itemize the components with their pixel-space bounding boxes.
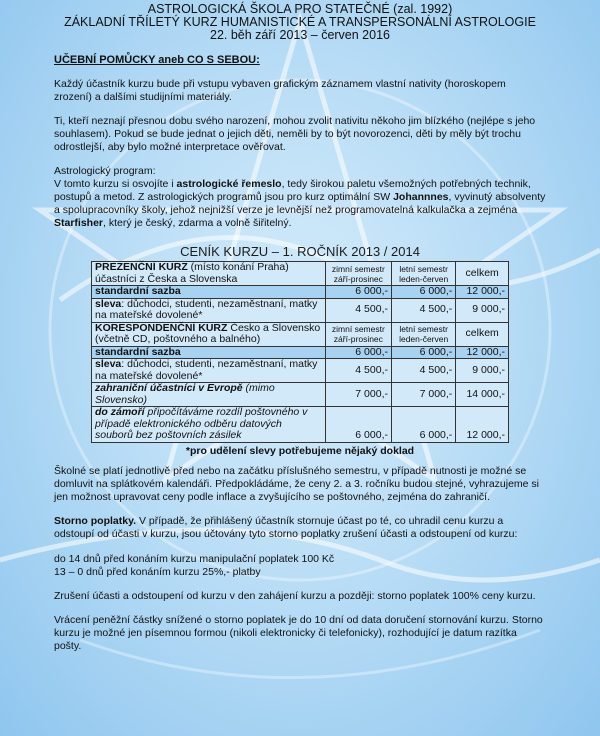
overseas-label: do zámoří připočítáváme rozdíl poštovného v případě elektronického odběru datových souborů bez poštovních zásilek xyxy=(92,407,326,443)
storno-line-1: do 14 dnů před konáním kurzu manipulační poplatek 100 Kč xyxy=(54,552,335,565)
column-summer: letní semestr leden-červen xyxy=(392,322,456,346)
cell-value: 12 000,- xyxy=(456,286,509,299)
cell-value: 14 000,- xyxy=(456,383,509,407)
cell-value: 4 500,- xyxy=(325,359,391,383)
course-dates: 22. běh září 2013 – červen 2016 xyxy=(210,28,390,42)
cell-value: 7 000,- xyxy=(392,383,456,407)
price-list-title: CENÍK KURZU – 1. ROČNÍK 2013 / 2014 xyxy=(180,244,420,259)
discount-label: sleva: důchodci, studenti, nezaměstnaní, matky na mateřské dovolené* xyxy=(92,359,326,383)
cell-value: 4 500,- xyxy=(392,298,456,322)
tuition-paragraph: Školné se platí jednotlivě před nebo na začátku příslušného semestru, v případě nutnosti je možné se domluvit na splátkovém kalendáři. Předpokládáme, že ceny 2. a 3. ročníku budou stejné, vyhrazujeme si jen možnost upravovat ceny podle inflace a zvyšujícího se poštovného, zejména do zahraničí. xyxy=(54,464,540,503)
table-row xyxy=(92,298,509,322)
cell-value: 4 500,- xyxy=(325,298,391,322)
program-label: Astrologický program: xyxy=(54,165,156,177)
cell-value: 6 000,- xyxy=(325,407,391,443)
cell-value: 7 000,- xyxy=(325,383,391,407)
cell-value: 6 000,- xyxy=(325,346,391,359)
cell-value: 6 000,- xyxy=(392,407,456,443)
cell-value: 12 000,- xyxy=(456,346,509,359)
discount-note: *pro udělení slevy potřebujeme nějaký doklad xyxy=(185,444,415,457)
program-paragraph: V tomto kurzu si osvojíte i astrologické řemeslo, tedy širokou paletu všemožných potřebných technik, postupů a metod. Z astrologických programů jsou pro kurz optimální SW Johannnes, vyvinutý absolventy a spolupracovníky školy, jehož nejnižší verze je levnější než programovatelná kalkulačka a zejména Starfisher, který je český, zdarma a volně šiřitelný. xyxy=(54,178,546,229)
column-summer: letní semestr leden-červen xyxy=(392,262,456,286)
cell-value: 6 000,- xyxy=(392,346,456,359)
school-name: ASTROLOGICKÁ ŠKOLA PRO STATEČNÉ (zal. 1992) xyxy=(147,2,453,16)
column-winter: zimní semestr září-prosinec xyxy=(325,322,391,346)
table-row xyxy=(92,322,509,346)
standard-rate-label: standardní sazba xyxy=(92,286,326,299)
document-header xyxy=(54,0,546,42)
cell-value: 6 000,- xyxy=(392,286,456,299)
cell-value: 4 500,- xyxy=(392,359,456,383)
table-row xyxy=(92,359,509,383)
cell-value: 6 000,- xyxy=(325,286,391,299)
aids-paragraph: Každý účastník kurzu bude při vstupu vybaven grafickým záznamem vlastní nativity (horoskopem zrození) a dalšími studijními materiály. xyxy=(54,78,506,103)
cell-value: 9 000,- xyxy=(456,359,509,383)
cell-value: 12 000,- xyxy=(456,407,509,443)
cancel-paragraph: Zrušení účasti a odstoupení od kurzu v den zahájení kurzu a později: storno poplatek 100% ceny kurzu. xyxy=(54,589,536,602)
cell-value: 9 000,- xyxy=(456,298,509,322)
column-total: celkem xyxy=(456,322,509,346)
foreign-label: zahraniční účastníci v Evropě (mimo Slovensko) xyxy=(92,383,326,407)
course-title: ZÁKLADNÍ TŘÍLETÝ KURZ HUMANISTICKÉ A TRANSPERSONÁLNÍ ASTROLOGIE xyxy=(64,15,536,29)
aids-heading: UČEBNÍ POMŮCKY aneb CO S SEBOU: xyxy=(54,54,260,66)
table-row xyxy=(92,383,509,407)
prezencni-header-cell: PREZENČNÍ KURZ (místo konání Praha) účastníci z Česka a Slovenska xyxy=(92,262,326,286)
storno-paragraph: Storno poplatky. V případě, že přihlášený účastník stornuje účast po té, co uhradil cenu kurzu a odstoupí od účasti v kurzu, jsou účtovány tyto storno poplatky zrušení účasti a odstoupení od kurzu: xyxy=(54,514,518,540)
table-row xyxy=(92,286,509,299)
table-row xyxy=(92,262,509,286)
column-winter: zimní semestr září-prosinec xyxy=(325,262,391,286)
refund-paragraph: Vrácení peněžní částky snížené o storno poplatek je do 10 dní od data doručení stornování kurzu. Storno kurzu je možné jen písemnou formou (nikoli elektronicky či telefonicky), rozhodující je datum razítka pošty. xyxy=(54,613,543,652)
korespondencni-header-cell: KORESPONDENČNÍ KURZ Česko a Slovensko (včetně CD, poštovného a balného) xyxy=(92,322,326,346)
table-row xyxy=(92,346,509,359)
price-table xyxy=(91,261,509,443)
column-total: celkem xyxy=(456,262,509,286)
standard-rate-label: standardní sazba xyxy=(92,346,326,359)
storno-line-2: 13 – 0 dnů před konáním kurzu 25%,- platby xyxy=(54,565,261,578)
discount-label: sleva: důchodci, studenti, nezaměstnaní, matky na mateřské dovolené* xyxy=(92,298,326,322)
nativity-paragraph: Ti, kteří neznají přesnou dobu svého narození, mohou zvolit nativitu někoho jim blízkého (nejlépe s jeho souhlasem). Pokud se bude jednat o jejich děti, neměli by to být novorozenci, děti by měly být trochu odrostlejší, aby bylo možné interpretace ověřovat. xyxy=(54,115,536,153)
table-row xyxy=(92,407,509,443)
